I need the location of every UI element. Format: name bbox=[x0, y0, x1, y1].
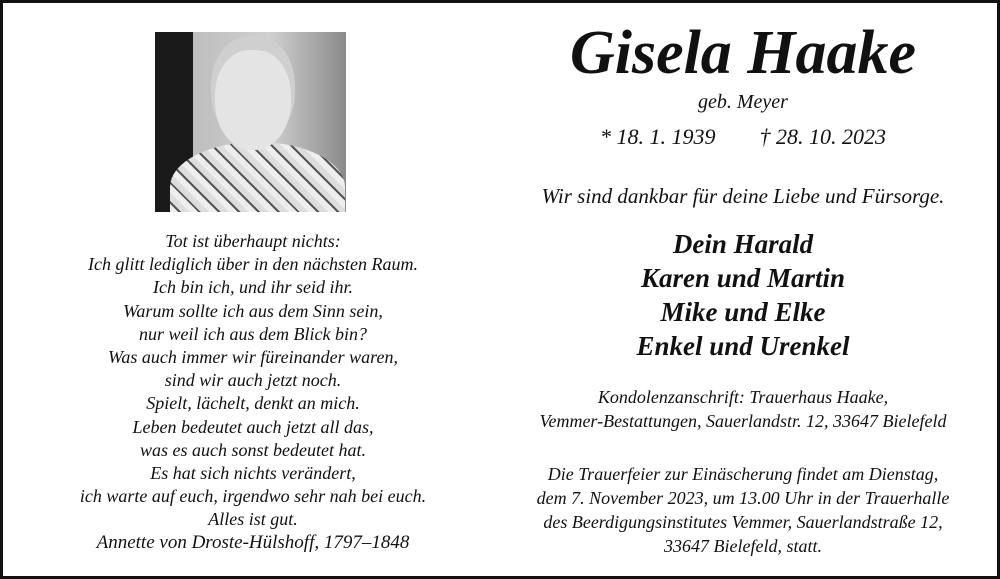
gratitude-quote: Wir sind dankbar für deine Liebe und Fürsorge. bbox=[541, 184, 945, 208]
condolence-line: Vemmer-Bestattungen, Sauerlandstr. 12, 33647 Bielefeld bbox=[539, 410, 947, 431]
service-line: Die Trauerfeier zur Einäscherung findet am Dienstag, bbox=[547, 464, 939, 484]
poem-line: Spielt, lächelt, denkt an mich. bbox=[146, 393, 360, 414]
poem-line: Was auch immer wir füreinander waren, bbox=[108, 347, 398, 368]
poem-line: ich warte auf euch, irgendwo sehr nah bei euch. bbox=[79, 486, 427, 507]
poem bbox=[3, 230, 503, 532]
poem-line: Leben bedeutet auch jetzt all das, bbox=[132, 416, 374, 437]
funeral-service-info bbox=[493, 462, 993, 558]
service-line: des Beerdigungsinstitutes Vemmer, Sauerlandstraße 12, bbox=[543, 512, 943, 532]
poem-author: Annette von Droste-Hülshoff, 1797–1848 bbox=[96, 532, 410, 553]
service-line: 33647 Bielefeld, statt. bbox=[664, 536, 822, 556]
family-member: Enkel und Urenkel bbox=[636, 331, 850, 361]
portrait-photo bbox=[155, 32, 346, 212]
maiden-name: geb. Meyer bbox=[698, 91, 788, 113]
condolence-address bbox=[493, 386, 993, 433]
poem-line: Es hat sich nichts verändert, bbox=[150, 463, 356, 484]
condolence-line: Kondolenzanschrift: Trauerhaus Haake, bbox=[597, 387, 889, 407]
deceased-name: Gisela Haake bbox=[569, 19, 917, 87]
death-date: † 28. 10. 2023 bbox=[759, 124, 886, 149]
birth-date: * 18. 1. 1939 bbox=[600, 124, 716, 149]
family-member: Dein Harald bbox=[672, 229, 814, 259]
family-member: Karen und Martin bbox=[640, 263, 846, 293]
poem-line: Ich glitt lediglich über in den nächsten Raum. bbox=[88, 254, 418, 275]
poem-line: nur weil ich aus dem Blick bin? bbox=[139, 323, 367, 344]
life-dates bbox=[493, 124, 993, 150]
poem-line: Tot ist überhaupt nichts: bbox=[165, 231, 341, 251]
poem-line: Warum sollte ich aus dem Sinn sein, bbox=[123, 300, 383, 321]
service-line: dem 7. November 2023, um 13.00 Uhr in der Trauerhalle bbox=[536, 488, 950, 508]
poem-line: Alles ist gut. bbox=[208, 509, 298, 530]
family-list bbox=[493, 227, 993, 363]
poem-line: sind wir auch jetzt noch. bbox=[164, 370, 342, 391]
family-member: Mike und Elke bbox=[660, 297, 826, 327]
poem-line: was es auch sonst bedeutet hat. bbox=[140, 439, 366, 460]
poem-line: Ich bin ich, und ihr seid ihr. bbox=[153, 277, 353, 298]
